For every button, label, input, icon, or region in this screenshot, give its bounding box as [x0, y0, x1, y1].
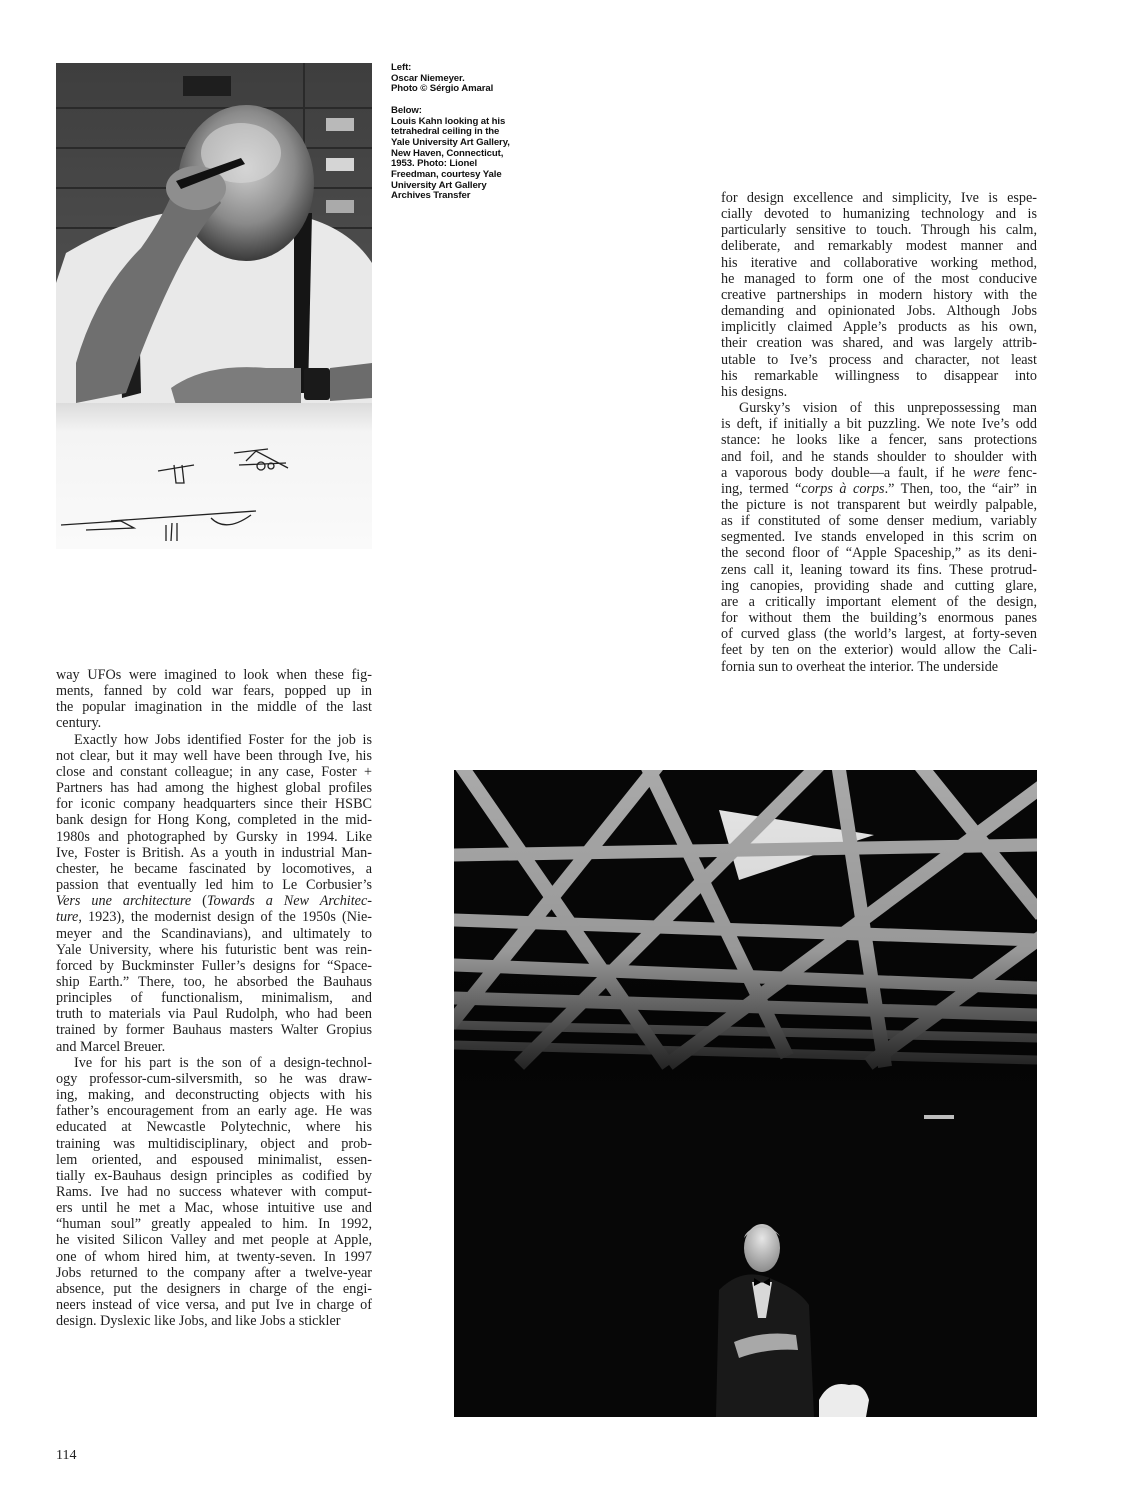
text-line: Gursky’s vision of this unprepossessing man: [739, 400, 1037, 417]
text-line: Yale University, where his futuristic bent was rein-: [56, 941, 372, 958]
text-line: and Marcel Breuer.: [56, 1038, 166, 1055]
text-line: creative partnerships in modern history with the: [721, 286, 1037, 303]
text-line: ing canopies, providing shade and cutting glare,: [721, 577, 1037, 594]
paragraph: [721, 400, 1037, 675]
text-line: segmented. Ive stands enveloped in this scrim on: [721, 529, 1037, 546]
text-line: he managed to form one of the most conducive: [721, 270, 1037, 287]
text-line: for design excellence and simplicity, Ive is espe-: [721, 190, 1037, 206]
body-column-left: [56, 667, 372, 1329]
text-line: are a critically important element of the design,: [721, 593, 1037, 610]
text-line: he visited Silicon Valley and met people at Apple,: [56, 1232, 372, 1249]
paragraph: [56, 667, 372, 732]
caption-left: [391, 63, 536, 95]
text-line: century.: [56, 715, 102, 732]
text-line: tially ex-Bauhaus design principles as codified by: [56, 1167, 372, 1184]
text-line: neers instead of vice versa, and put Ive in charge of: [56, 1297, 372, 1314]
text-line: trained by former Bauhaus masters Walter Gropius: [56, 1022, 372, 1039]
text-line: Vers une architecture (Towards a New Architec-: [56, 893, 372, 910]
text-line: lem oriented, and espoused minimalist, essen-: [56, 1151, 372, 1168]
paragraph: [56, 732, 372, 1055]
text-line: as if constituted of some denser medium, variably: [721, 513, 1037, 530]
text-line: educated at Newcastle Polytechnic, where his: [56, 1119, 372, 1136]
text-line: Ive, Foster is British. As a youth in industrial Man-: [56, 844, 372, 861]
text-line: of curved glass (the world’s largest, at forty-seven: [721, 626, 1037, 643]
caption-below-line: New Haven, Connecticut,: [391, 147, 504, 159]
caption-left-line: Photo © Sérgio Amaral: [391, 83, 494, 95]
text-line: the picture is not transparent but weirdly palpable,: [721, 496, 1037, 513]
text-line: forced by Buckminster Fuller’s designs for “Space-: [56, 957, 372, 974]
text-line: feet by ten on the exterior) would allow the Cali-: [721, 642, 1037, 659]
caption-left-label: Left:: [391, 62, 412, 73]
text-line: cially devoted to humanizing technology and is: [721, 206, 1037, 223]
text-line: fornia sun to overheat the interior. The underside: [721, 658, 999, 675]
caption-below-label: Below:: [391, 104, 422, 116]
text-line: the second floor of “Apple Spaceship,” as its deni-: [721, 545, 1037, 562]
text-line: zens call it, leaning toward its fins. These protrud-: [721, 561, 1037, 578]
caption-left-line: Oscar Niemeyer.: [391, 72, 465, 84]
text-line: Partners has had among the highest global profiles: [56, 780, 372, 797]
text-line: and foil, and he stands shoulder to shoulder with: [721, 448, 1037, 465]
text-line: utable to Ive’s process and character, not least: [721, 351, 1037, 368]
caption-below-line: Yale University Art Gallery,: [391, 136, 510, 148]
text-line: father’s encouragement from an early age. He was: [56, 1103, 372, 1120]
text-line: passion that eventually led him to Le Corbusier’s: [56, 877, 372, 894]
paragraph: [56, 1055, 372, 1330]
text-line: his designs.: [721, 383, 788, 400]
kahn-photo-art: [454, 770, 1037, 1417]
text-line: design. Dyslexic like Jobs, and like Jobs a stickler: [56, 1313, 341, 1330]
text-line: a vaporous body double—a fault, if he were fenc-: [721, 464, 1038, 481]
text-line: truth to materials via Paul Rudolph, who had been: [56, 1006, 372, 1023]
text-line: ship Earth.” There, too, he absorbed the Bauhaus: [56, 973, 372, 990]
text-line: bank design for Hong Kong, completed in the mid-: [56, 812, 372, 829]
caption-below-line: Louis Kahn looking at his: [391, 115, 506, 127]
text-line: “human soul” greatly appealed to him. In 1992,: [56, 1216, 372, 1233]
text-line: for iconic company headquarters since their HSBC: [56, 796, 372, 813]
text-line: his iterative and collaborative working method,: [721, 254, 1037, 271]
photo-oscar-niemeyer: [56, 63, 372, 549]
caption-below-line: Freedman, courtesy Yale: [391, 169, 502, 181]
text-line: training was multidisciplinary, object and prob-: [56, 1135, 372, 1152]
photo-captions: [391, 63, 536, 213]
paragraph: [721, 190, 1037, 400]
text-line: absence, put the designers in charge of the engi-: [56, 1280, 372, 1297]
caption-below-line: Archives Transfer: [391, 190, 471, 202]
text-line: their creation was shared, and was largely attrib-: [721, 335, 1037, 352]
text-line: meyer and the Scandinavians), and ultimately to: [56, 925, 372, 942]
text-line: ments, fanned by cold war fears, popped up in: [56, 683, 372, 700]
text-line: deliberate, and remarkably modest manner and: [721, 238, 1037, 255]
text-line: Jobs returned to the company after a twelve-year: [56, 1264, 372, 1281]
text-line: close and constant colleague; in any case, Foster +: [56, 763, 372, 780]
text-line: principles of functionalism, minimalism, and: [56, 990, 372, 1007]
caption-below-line: tetrahedral ceiling in the: [391, 126, 500, 138]
text-line: ing, making, and deconstructing objects with his: [56, 1087, 372, 1104]
text-line: stance: he looks like a fencer, sans protections: [721, 432, 1037, 449]
text-line: 1980s and photographed by Gursky in 1994. Like: [56, 828, 372, 845]
text-line: is deft, if initially a bit puzzling. We note Ive’s odd: [721, 416, 1037, 433]
text-line: Ive for his part is the son of a design-technol-: [74, 1054, 372, 1071]
text-line: implicitly claimed Apple’s products as his own,: [721, 319, 1037, 336]
text-line: way UFOs were imagined to look when these fig-: [56, 667, 372, 683]
text-line: the popular imagination in the middle of the last: [56, 699, 372, 716]
niemeyer-photo-art: [56, 63, 372, 549]
text-line: ing, termed “corps à corps.” Then, too, the “air” in: [721, 480, 1037, 497]
page-number: 114: [56, 1448, 77, 1463]
text-line: not clear, but it may well have been through Ive, his: [56, 747, 372, 764]
text-line: particularly sensitive to touch. Through his calm,: [721, 222, 1037, 239]
text-line: his remarkable willingness to disappear into: [721, 367, 1037, 384]
caption-below-line: University Art Gallery: [391, 179, 487, 191]
text-line: ers until he met a Mac, whose intuitive use and: [56, 1200, 372, 1217]
text-line: chester, he became fascinated by locomotives, a: [56, 860, 372, 877]
text-line: one of whom hired him, at twenty-seven. In 1997: [56, 1248, 372, 1265]
photo-louis-kahn: [454, 770, 1037, 1417]
text-line: Exactly how Jobs identified Foster for the job is: [74, 731, 372, 748]
body-column-right: [721, 190, 1037, 675]
text-line: Rams. Ive had no success whatever with comput-: [56, 1184, 372, 1200]
caption-below-line: 1953. Photo: Lionel: [391, 158, 478, 170]
text-line: ogy professor-cum-silversmith, so he was draw-: [56, 1070, 372, 1087]
text-line: ture, 1923), the modernist design of the 1950s (Nie-: [56, 909, 372, 926]
caption-below: [391, 106, 536, 202]
text-line: for without them the building’s enormous panes: [721, 610, 1037, 627]
text-line: demanding and opinionated Jobs. Although Jobs: [721, 303, 1037, 320]
